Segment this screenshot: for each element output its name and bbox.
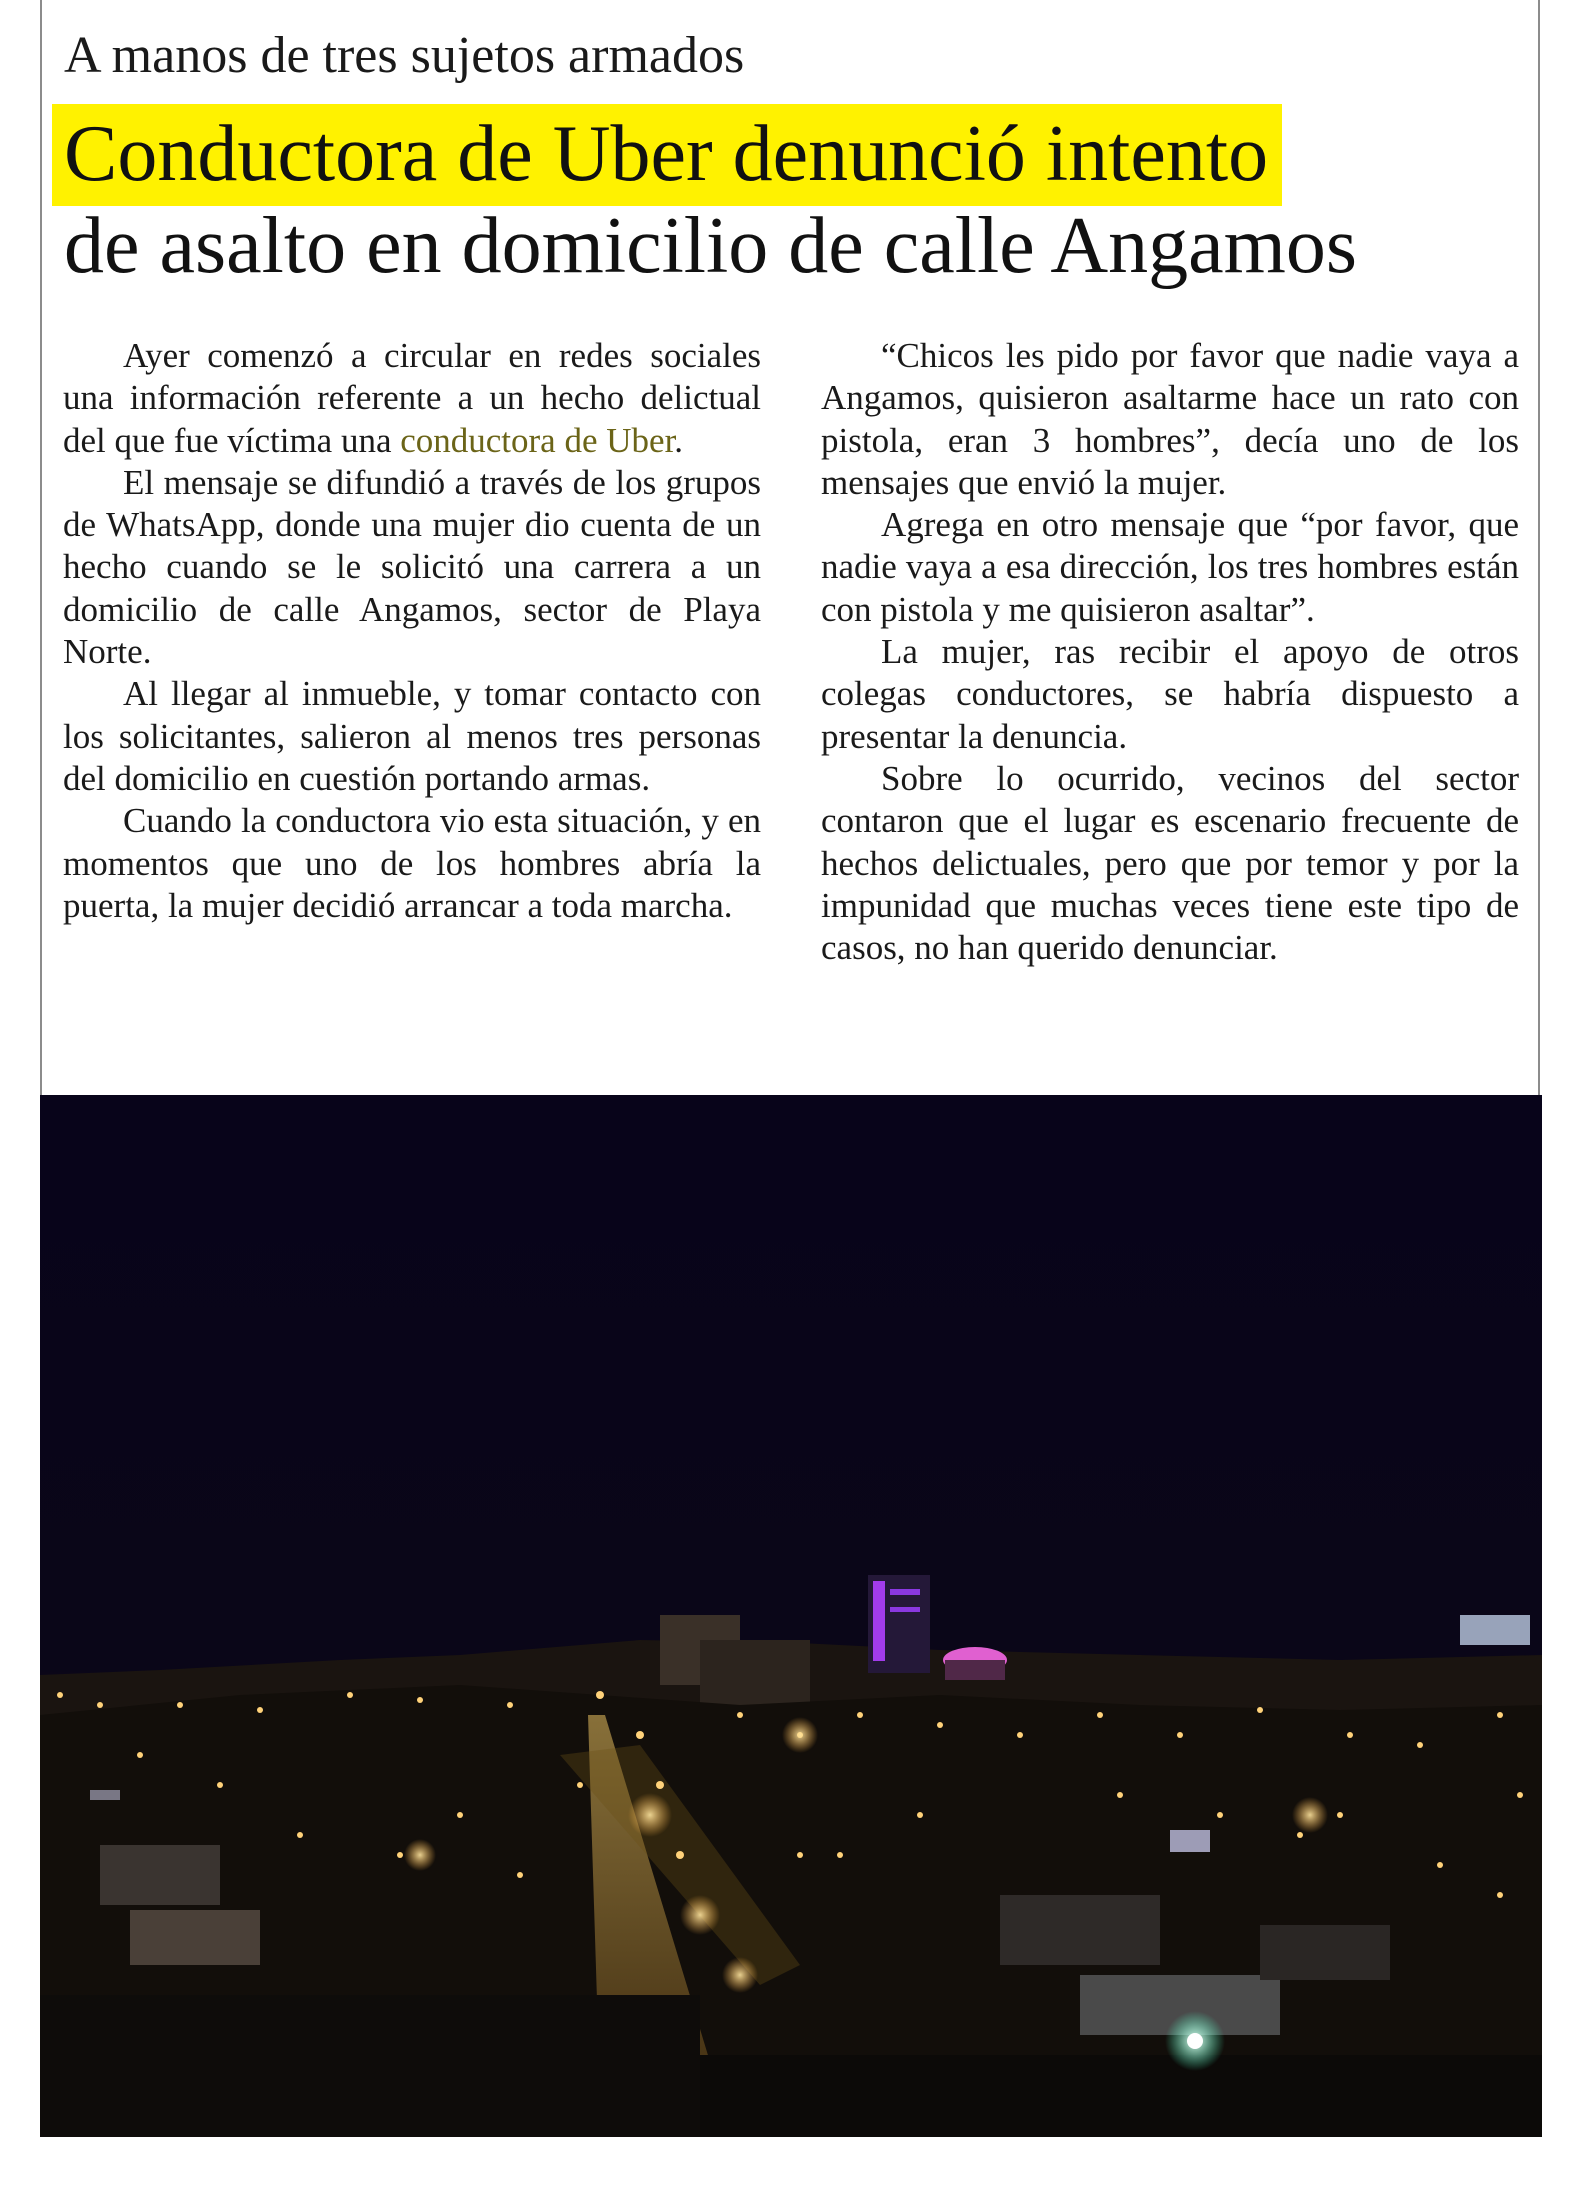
headline-second-line: de asalto en domicilio de calle Angamos <box>64 202 1357 290</box>
city-skyline-image <box>40 1095 1542 2137</box>
uber-driver-link[interactable]: conductora de Uber <box>400 420 675 460</box>
tower-light <box>890 1589 920 1595</box>
tower-light <box>873 1581 885 1661</box>
left-paragraph-3: Al llegar al inmueble, y tomar contacto con los solicitantes, salieron al menos tres personas del domicilio en cuestión portando armas. <box>63 674 761 798</box>
article-kicker: A manos de tres sujetos armados <box>64 27 745 84</box>
tower-light <box>890 1607 920 1612</box>
lit-window <box>90 1790 120 1800</box>
left-paragraph-4: Cuando la conductora vio esta situación, y en momentos que uno de los hombres abría la puerta, la mujer decidió arrancar a toda marcha. <box>63 801 761 925</box>
dome-building <box>945 1660 1005 1680</box>
right-paragraph-4: Sobre lo ocurrido, vecinos del sector contaron que el lugar es escenario frecuente de hechos delictuales, pero que por temor y por la impunidad que muchas veces tiene este tipo de casos, no han querido denunciar. <box>821 758 1519 968</box>
foreground-fence <box>700 2055 1542 2137</box>
building <box>700 1640 810 1710</box>
right-paragraph-2: Agrega en otro mensaje que “por favor, que nadie vaya a esa dirección, los tres hombres están con pistola y me quisieron asaltar”. <box>821 505 1519 629</box>
paragraph-end: . <box>674 420 684 460</box>
night-city-photo <box>40 1095 1542 2137</box>
right-paragraph-1: “Chicos les pido por favor que nadie vaya a Angamos, quisieron asaltarme hace un rato con pistola, eran 3 hombres”, decía uno de los mensajes que envió la mujer. <box>821 336 1519 502</box>
right-paragraph-3: La mujer, ras recibir el apoyo de otros colegas conductores, se habría dispuesto a presentar la denuncia. <box>821 632 1519 756</box>
house <box>1000 1895 1160 1965</box>
left-column <box>63 335 761 927</box>
article-headline <box>64 108 1357 292</box>
foreground-wall <box>40 1995 700 2137</box>
headline-highlighted-line: Conductora de Uber denunció intento <box>64 104 1268 206</box>
house <box>130 1910 260 1965</box>
house <box>100 1845 220 1905</box>
house <box>1260 1925 1390 1980</box>
stadium-lights <box>1460 1615 1530 1645</box>
lit-window <box>1170 1830 1210 1852</box>
cyan-light-core <box>1187 2033 1203 2049</box>
left-paragraph-2: El mensaje se difundió a través de los grupos de WhatsApp, donde una mujer dio cuenta de un hecho cuando se le solicitó una carrera a un domicilio de calle Angamos, sector de Playa Norte. <box>63 462 761 672</box>
right-column <box>821 335 1519 969</box>
paragraph-text: Ayer comenzó a circular en redes sociales una información referente a un hecho delictual del que fue víctima una <box>63 336 761 460</box>
left-paragraph-1 <box>63 335 761 462</box>
